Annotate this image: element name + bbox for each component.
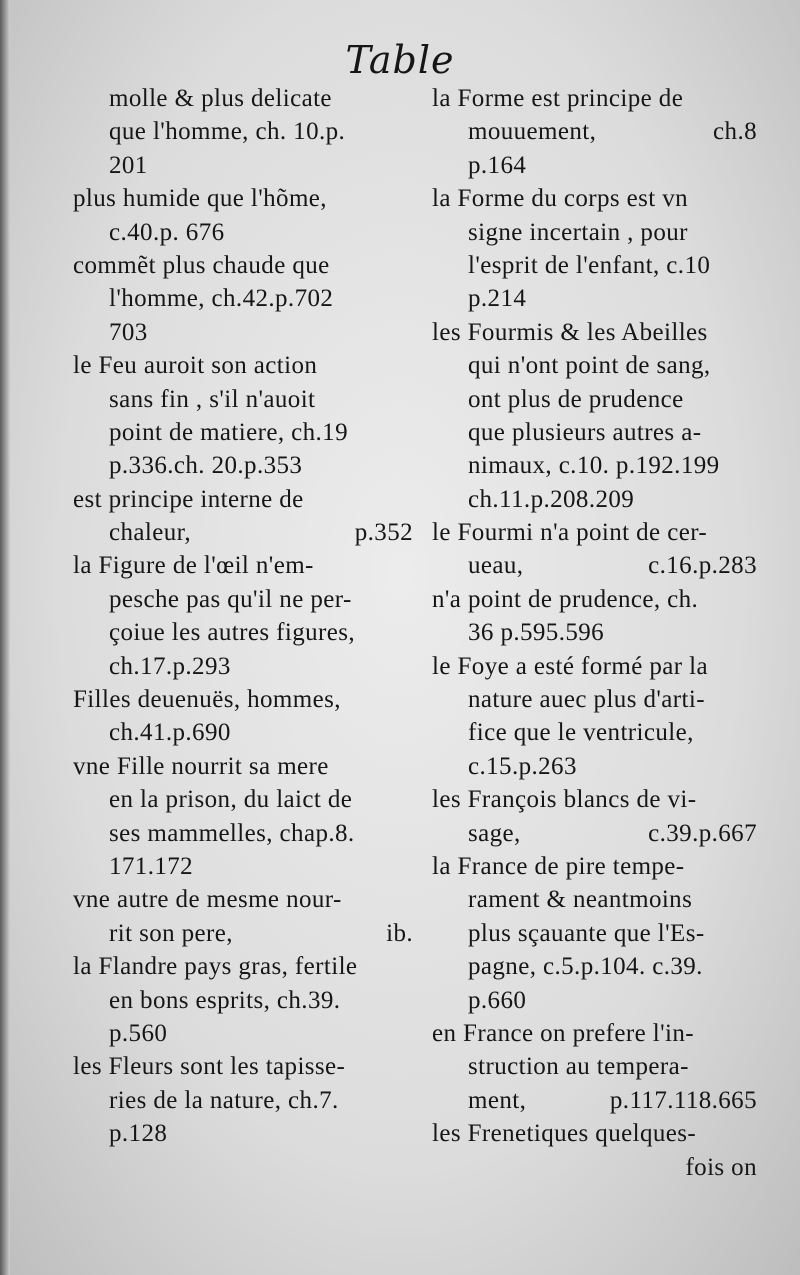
index-line: struction au tempera- (468, 1053, 689, 1081)
index-line: nature auec plus d'arti- (468, 686, 705, 714)
index-line: p.128 (109, 1120, 168, 1148)
index-line: commẽt plus chaude que (73, 251, 330, 279)
index-line: ses mammelles, chap.8. (109, 819, 355, 847)
index-line: sans fin , s'il n'auoit (109, 385, 316, 413)
index-line: qui n'ont point de sang, (468, 352, 711, 380)
index-line: ch.11.p.208.209 (468, 485, 635, 513)
index-line: p.214 (468, 285, 527, 313)
index-line: plus sçauante que l'Es- (468, 919, 705, 947)
index-line: la France de pire tempe- (432, 852, 685, 880)
index-line: ch.17.p.293 (109, 652, 231, 680)
index-line: ch.41.p.690 (109, 719, 231, 747)
index-line (432, 549, 757, 582)
index-line: la Forme est principe de (432, 85, 684, 112)
page-reference: p.352 (354, 519, 413, 547)
index-line: p.660 (468, 986, 527, 1014)
index-line (73, 917, 413, 950)
index-line: les François blancs de vi- (432, 786, 697, 814)
index-line: 201 (109, 151, 148, 179)
index-line: 703 (109, 318, 148, 346)
index-line: le Fourmi n'a point de cer- (432, 519, 708, 547)
index-line: fois on (685, 1153, 757, 1181)
index-line: vne Fille nourrit sa mere (73, 752, 329, 780)
index-line: la Forme du corps est vn (432, 185, 689, 213)
index-line: est principe interne de (73, 485, 304, 513)
index-line: 171.172 (109, 852, 194, 880)
running-header: Table (345, 38, 455, 82)
entry-text: sage, (468, 819, 521, 847)
index-line: p.560 (109, 1019, 168, 1047)
index-line: çoiue les autres figures, (109, 619, 356, 647)
index-line: molle & plus delicate (109, 85, 332, 112)
index-line: les Fourmis & les Abeilles (432, 318, 708, 346)
index-line: c.15.p.263 (468, 752, 577, 780)
index-line: rament & neantmoins (468, 886, 693, 914)
page-reference: c.39.p.667 (648, 819, 757, 847)
index-line: n'a point de prudence, ch. (432, 585, 699, 613)
index-line: signe incertain , pour (468, 218, 688, 246)
page-reference: p.117.118.665 (609, 1086, 757, 1114)
page-reference: c.16.p.283 (648, 552, 757, 580)
index-line: vne autre de mesme nour- (73, 886, 342, 914)
index-line: ries de la nature, ch.7. (109, 1086, 339, 1114)
index-line: l'esprit de l'enfant, c.10 (468, 251, 711, 279)
index-line: p.336.ch. 20.p.353 (109, 452, 303, 480)
index-line: ont plus de prudence (468, 385, 684, 413)
index-line: pagne, c.5.p.104. c.39. (468, 953, 703, 981)
index-line: le Foye a esté formé par la (432, 652, 708, 680)
index-line: 36 p.595.596 (468, 619, 605, 647)
index-line (432, 115, 757, 148)
index-line: les Frenetiques quelques- (432, 1120, 697, 1148)
page-reference: ch.8 (713, 118, 757, 146)
index-line: la Flandre pays gras, fertile (73, 953, 358, 981)
index-line: la Figure de l'œil n'em- (73, 552, 314, 580)
entry-text: ment, (468, 1086, 527, 1114)
index-line: que l'homme, ch. 10.p. (109, 118, 346, 146)
index-line: en France on prefere l'in- (432, 1019, 694, 1047)
index-line: point de matiere, ch.19 (109, 418, 348, 446)
index-line: pesche pas qu'il ne per- (109, 585, 352, 613)
index-line: p.164 (468, 151, 527, 179)
index-line: en bons esprits, ch.39. (109, 986, 341, 1014)
index-line: le Feu auroit son action (73, 352, 318, 380)
index-line: Filles deuenuës, hommes, (73, 686, 341, 714)
right-column (432, 82, 757, 1184)
index-line: plus humide que l'hõme, (73, 185, 327, 213)
entry-text: mouuement, (468, 118, 597, 146)
index-line (432, 1084, 757, 1117)
index-line (432, 817, 757, 850)
index-line: les Fleurs sont les tapisse- (73, 1053, 346, 1081)
entry-text: ueau, (468, 552, 524, 580)
entry-text: chaleur, (109, 519, 192, 547)
left-column (73, 82, 413, 1151)
index-line: l'homme, ch.42.p.702 (109, 285, 334, 313)
page-reference: ib. (386, 919, 413, 947)
entry-text: rit son pere, (109, 919, 233, 947)
index-line (73, 516, 413, 549)
index-line: c.40.p. 676 (109, 218, 225, 246)
index-line: en la prison, du laict de (109, 786, 353, 814)
index-line: que plusieurs autres a- (468, 418, 702, 446)
page-edge-shadow (0, 0, 10, 1275)
index-line: nimaux, c.10. p.192.199 (468, 452, 720, 480)
index-line: fice que le ventricule, (468, 719, 694, 747)
